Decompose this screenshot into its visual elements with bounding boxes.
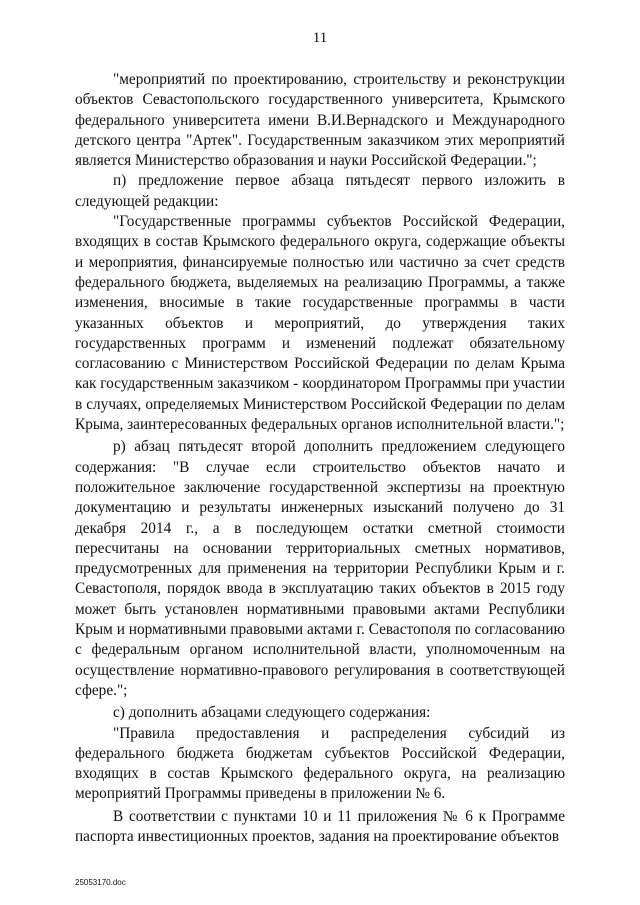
page-number: 11 bbox=[312, 30, 328, 46]
document-file-id: 25053170.doc bbox=[75, 878, 126, 887]
paragraph-item-s: с) дополнить абзацами следующего содержания: bbox=[113, 704, 431, 722]
document-body bbox=[75, 70, 565, 847]
paragraph-quote-continuation: "мероприятий по проектированию, строительству и реконструкции объектов Севастопольского государственного университета, Крымского федерального университета имени В.И.Вернадского и Международного детского центра "Артек". Государственным заказчиком этих мероприятий является Министерство образования и науки Российской Федерации."; bbox=[75, 71, 565, 170]
paragraph-quote-state-programs: "Государственные программы субъектов Российской Федерации, входящих в состав Крымского федерального округа, содержащие объекты и мероприятия, финансируемые полностью или частично за счет средств федерального бюджета, выделяемых на реализацию Программы, а также изменения, вносимые в такие государственные программы в части указанных объектов и мероприятий, до утверждения таких государственных программ и изменений подлежат обязательному согласованию с Министерством Российской Федерации по делам Крыма как государственным заказчиком - координатором Программы при участии в случаях, определяемых Министерством Российской Федерации по делам Крыма, заинтересованных федеральных органов исполнительной власти."; bbox=[75, 213, 566, 434]
paragraph-subsidy-rules: "Правила предоставления и распределения субсидий из федерального бюджета бюджетам субъектов Российской Федерации, входящих в состав Крымского федерального округа, на реализацию мероприятий Программы приведены в приложении № 6. bbox=[75, 724, 565, 803]
paragraph-item-p: п) предложение первое абзаца пятьдесят первого изложить в следующей редакции: bbox=[75, 172, 565, 210]
paragraph-investment-passports: В соответствии с пунктами 10 и 11 приложения № 6 к Программе паспорта инвестиционных проектов, задания на проектирование объектов bbox=[75, 807, 565, 845]
paragraph-item-r: р) абзац пятьдесят второй дополнить предложением следующего содержания: "В случае если строительство объектов начато и положительное заключение государственной экспертизы на проектную документацию и результаты инженерных изысканий получено до 31 декабря 2014 г., а в последующем остатки сметной стоимости пересчитаны на основании территориальных сметных нормативов, предусмотренных для применения на территории Республики Крым и г. Севастополя, порядок ввода в эксплуатацию таких объектов в 2015 году может быть установлен нормативными правовыми актами Республики Крым и нормативными правовыми актами г. Севастополя по согласованию с федеральным органом исполнительной власти, уполномоченным на осуществление нормативно-правового регулирования в соответствующей сфере."; bbox=[75, 438, 565, 699]
